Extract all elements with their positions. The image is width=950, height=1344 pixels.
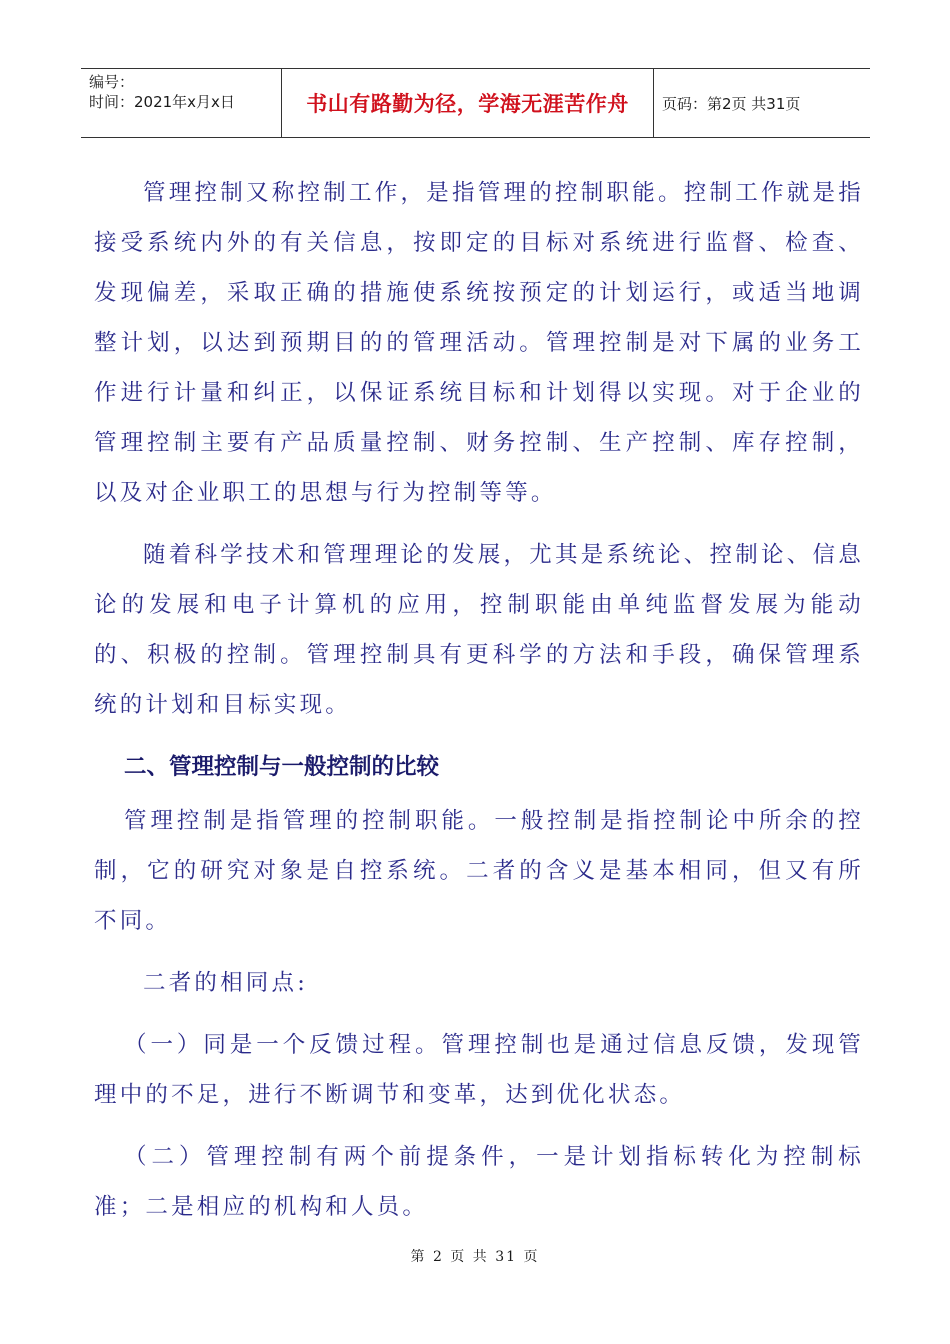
- header-meta: [81, 69, 281, 137]
- document-time-label: 时间：2021年x月x日: [89, 93, 235, 111]
- paragraph-1: 管理控制又称控制工作，是指管理的控制职能。控制工作就是指接受系统内外的有关信息，按即定的目标对系统进行监督、检查、发现偏差，采取正确的措施使系统按预定的计划运行，或适当地调整计划，以达到预期目的的管理活动。管理控制是对下属的业务工作进行计量和纠正，以保证系统目标和计划得以实现。对于企业的管理控制主要有产品质量控制、财务控制、生产控制、库存控制，以及对企业职工的思想与行为控制等等。: [94, 180, 864, 506]
- paragraph-5: （一）同是一个反馈过程。管理控制也是通过信息反馈，发现管理中的不足，进行不断调节和变革，达到优化状态。: [94, 1032, 864, 1108]
- paragraph-6: （二）管理控制有两个前提条件，一是计划指标转化为控制标准；二是相应的机构和人员。: [94, 1144, 864, 1220]
- paragraph-2: 随着科学技术和管理理论的发展，尤其是系统论、控制论、信息论的发展和电子计算机的应用，控制职能由单纯监督发展为能动的、积极的控制。管理控制具有更科学的方法和手段，确保管理系统的计划和目标实现。: [94, 542, 864, 718]
- header-page-info: 页码：第2页 共31页: [662, 94, 801, 113]
- paragraph-4: 二者的相同点:: [143, 970, 308, 996]
- document-header: [81, 68, 870, 138]
- header-motto: 书山有路勤为径，学海无涯苦作舟: [281, 69, 654, 137]
- page-footer: 第 2 页 共 31 页: [410, 1249, 540, 1265]
- paragraph-3: 管理控制是指管理的控制职能。一般控制是指控制论中所余的控制，它的研究对象是自控系统。二者的含义是基本相同，但又有所不同。: [94, 808, 864, 934]
- document-number-label: 编号：: [89, 73, 135, 91]
- document-body: [94, 168, 864, 1232]
- section-heading: 二、管理控制与一般控制的比较: [124, 754, 440, 780]
